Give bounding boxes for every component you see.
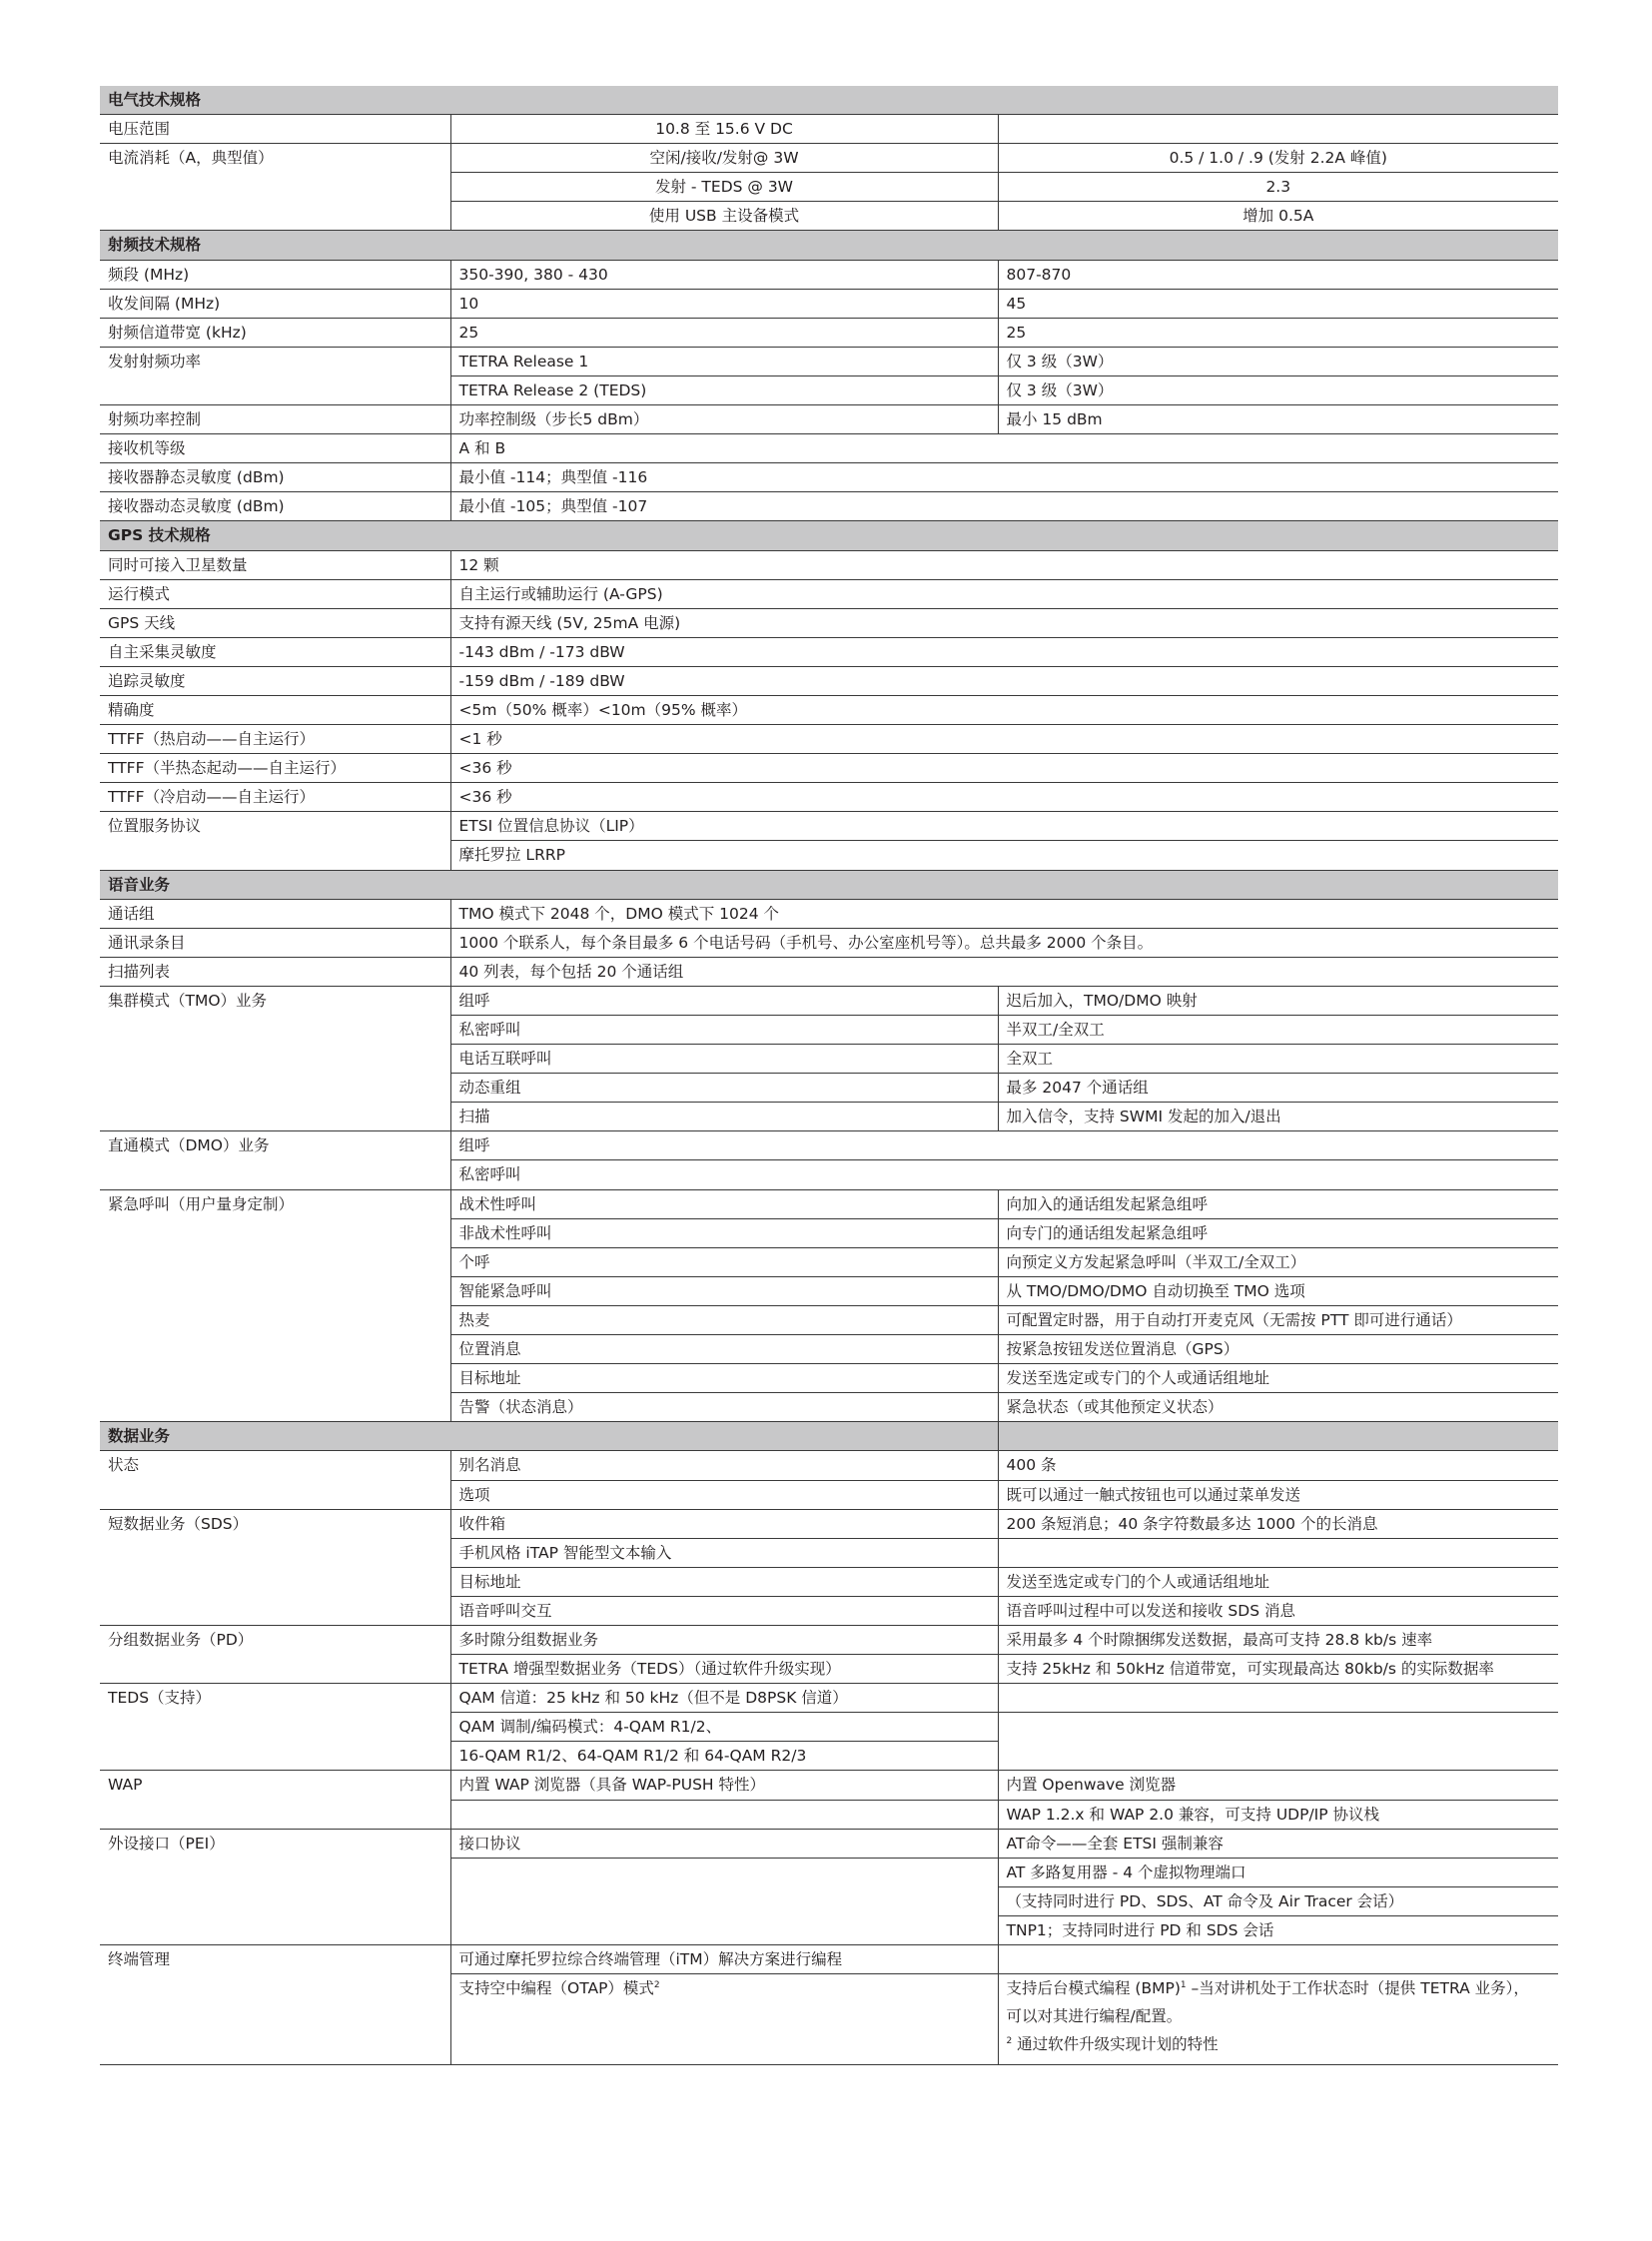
row-value: 目标地址 xyxy=(450,1364,998,1393)
spec-sheet xyxy=(100,86,1558,2065)
table-row xyxy=(100,637,1558,666)
table-row xyxy=(100,1684,1558,1713)
row-value: 自主运行或辅助运行 (A-GPS) xyxy=(450,579,1558,608)
row-value: 别名消息 xyxy=(450,1451,998,1480)
section-header xyxy=(100,1422,1558,1451)
row-value: 热麦 xyxy=(450,1305,998,1334)
table-row xyxy=(100,725,1558,754)
row-label: 发射射频功率 xyxy=(108,352,202,371)
row-label: 紧急呼叫（用户量身定制） xyxy=(108,1194,295,1213)
table-row xyxy=(100,579,1558,608)
footnote-marker: 1 xyxy=(1180,1980,1187,1991)
row-value xyxy=(450,1858,998,1886)
table-row xyxy=(100,1596,1558,1625)
row-label: TTFF（半热态起动——自主运行） xyxy=(100,754,450,783)
row-label xyxy=(100,1596,450,1625)
row-label xyxy=(100,1335,450,1364)
row-detail: 向专门的通话组发起紧急组呼 xyxy=(998,1218,1558,1247)
bmp-text-line2: 可以对其进行编程/配置。 xyxy=(1006,2007,1183,2026)
row-label: 状态 xyxy=(108,1456,140,1475)
row-label: 追踪灵敏度 xyxy=(100,666,450,695)
row-label xyxy=(100,1858,450,1886)
row-value: 收件箱 xyxy=(450,1509,998,1538)
row-detail: 按紧急按钮发送位置消息（GPS） xyxy=(998,1335,1558,1364)
row-label xyxy=(100,1364,450,1393)
row-label: 直通模式（DMO）业务 xyxy=(108,1136,270,1155)
row-detail: AT 多路复用器 - 4 个虚拟物理端口 xyxy=(998,1858,1558,1886)
row-value: 12 颗 xyxy=(450,550,1558,579)
row-detail xyxy=(998,1538,1558,1567)
row-value xyxy=(450,1974,998,2065)
table-row xyxy=(100,1276,1558,1305)
table-row xyxy=(100,463,1558,492)
row-value: A 和 B xyxy=(450,434,1558,463)
table-row xyxy=(100,608,1558,637)
table-row xyxy=(100,1045,1558,1074)
row-detail: TNP1；支持同时进行 PD 和 SDS 会话 xyxy=(998,1915,1558,1944)
row-value xyxy=(450,1915,998,1944)
table-row xyxy=(100,1131,1558,1160)
row-detail: 向加入的通话组发起紧急组呼 xyxy=(998,1189,1558,1218)
row-label xyxy=(100,1305,450,1334)
bmp-text-rest: –当对讲机处于工作状态时（提供 TETRA 业务）， xyxy=(1186,1979,1529,1998)
row-label: 短数据业务（SDS） xyxy=(108,1514,249,1533)
row-label xyxy=(100,1886,450,1915)
spec-table xyxy=(100,86,1558,2065)
row-detail: 807-870 xyxy=(998,260,1558,289)
row-detail xyxy=(998,1742,1558,1771)
otap-text: 支持空中编程（OTAP）模式 xyxy=(458,1979,654,1998)
row-detail: 2.3 xyxy=(998,173,1558,202)
row-label: TTFF（冷启动——自主运行） xyxy=(100,783,450,812)
row-detail: 采用最多 4 个时隙捆绑发送数据，最高可支持 28.8 kb/s 速率 xyxy=(998,1625,1558,1654)
table-row xyxy=(100,115,1558,144)
row-value: 目标地址 xyxy=(450,1567,998,1596)
row-value: 选项 xyxy=(450,1480,998,1509)
row-label: 接收器动态灵敏度 (dBm) xyxy=(100,492,450,521)
row-value xyxy=(450,1886,998,1915)
row-label xyxy=(100,173,450,202)
row-label xyxy=(100,1800,450,1829)
table-row xyxy=(100,260,1558,289)
row-value: 10 xyxy=(450,289,998,318)
table-row xyxy=(100,695,1558,724)
row-value: 内置 WAP 浏览器（具备 WAP-PUSH 特性） xyxy=(450,1771,998,1800)
bmp-text: 支持后台模式编程 (BMP) xyxy=(1006,1979,1181,1998)
table-row xyxy=(100,1509,1558,1538)
row-label xyxy=(100,1074,450,1103)
row-value: 350-390, 380 - 430 xyxy=(450,260,998,289)
row-label: 外设接口（PEI） xyxy=(108,1834,225,1853)
row-value: 私密呼叫 xyxy=(450,1016,998,1045)
row-label: 扫描列表 xyxy=(100,957,450,986)
row-detail: 既可以通过一触式按钮也可以通过菜单发送 xyxy=(998,1480,1558,1509)
row-label: 终端管理 xyxy=(108,1950,171,1968)
row-value: 10.8 至 15.6 V DC xyxy=(450,115,998,144)
row-value: <1 秒 xyxy=(450,725,1558,754)
row-detail: 从 TMO/DMO/DMO 自动切换至 TMO 选项 xyxy=(998,1276,1558,1305)
row-value: 个呼 xyxy=(450,1247,998,1276)
table-row xyxy=(100,1480,1558,1509)
row-label: 射频功率控制 xyxy=(100,405,450,434)
row-value: <5m（50% 概率）<10m（95% 概率） xyxy=(450,695,1558,724)
row-value: 告警（状态消息） xyxy=(450,1393,998,1422)
table-row xyxy=(100,986,1558,1015)
table-row xyxy=(100,1364,1558,1393)
row-label xyxy=(100,1538,450,1567)
section-header xyxy=(100,86,1558,115)
row-value: 战术性呼叫 xyxy=(450,1189,998,1218)
row-label xyxy=(100,1016,450,1045)
row-value: 智能紧急呼叫 xyxy=(450,1276,998,1305)
table-row xyxy=(100,1974,1558,2065)
table-row xyxy=(100,1305,1558,1334)
row-detail: AT命令——全套 ETSI 强制兼容 xyxy=(998,1829,1558,1858)
footnote-marker: 2 xyxy=(1006,2036,1013,2047)
section-header xyxy=(100,521,1558,550)
row-value: 支持有源天线 (5V, 25mA 电源) xyxy=(450,608,1558,637)
section-title: 语音业务 xyxy=(100,870,1558,899)
row-detail: 半双工/全双工 xyxy=(998,1016,1558,1045)
row-value: 摩托罗拉 LRRP xyxy=(450,841,1558,870)
row-label: 频段 (MHz) xyxy=(100,260,450,289)
section-title: 射频技术规格 xyxy=(100,231,1558,260)
row-value: 手机风格 iTAP 智能型文本输入 xyxy=(450,1538,998,1567)
row-value: 位置消息 xyxy=(450,1335,998,1364)
row-detail: 可配置定时器，用于自动打开麦克风（无需按 PTT 即可进行通话） xyxy=(998,1305,1558,1334)
row-label: 运行模式 xyxy=(100,579,450,608)
row-detail: 语音呼叫过程中可以发送和接收 SDS 消息 xyxy=(998,1596,1558,1625)
row-label xyxy=(100,1655,450,1684)
table-row xyxy=(100,1829,1558,1858)
row-detail: 200 条短消息；40 条字符数最多达 1000 个的长消息 xyxy=(998,1509,1558,1538)
table-row xyxy=(100,1247,1558,1276)
table-row xyxy=(100,1451,1558,1480)
row-value: -143 dBm / -173 dBW xyxy=(450,637,1558,666)
row-label: 精确度 xyxy=(100,695,450,724)
row-detail xyxy=(998,1713,1558,1742)
row-detail: 45 xyxy=(998,289,1558,318)
table-row xyxy=(100,144,1558,173)
table-row xyxy=(100,1538,1558,1567)
table-row xyxy=(100,1625,1558,1654)
row-detail: 支持 25kHz 和 50kHz 信道带宽，可实现最高达 80kb/s 的实际数据率 xyxy=(998,1655,1558,1684)
table-row xyxy=(100,1915,1558,1944)
table-row xyxy=(100,550,1558,579)
row-detail: 最小 15 dBm xyxy=(998,405,1558,434)
row-value: 40 列表，每个包括 20 个通话组 xyxy=(450,957,1558,986)
table-row xyxy=(100,434,1558,463)
row-label: 通话组 xyxy=(100,899,450,928)
row-value: 使用 USB 主设备模式 xyxy=(450,202,998,231)
table-row xyxy=(100,754,1558,783)
row-label: 自主采集灵敏度 xyxy=(100,637,450,666)
row-label xyxy=(100,202,450,231)
row-detail: 紧急状态（或其他预定义状态） xyxy=(998,1393,1558,1422)
section-title: GPS 技术规格 xyxy=(100,521,1558,550)
row-value: <36 秒 xyxy=(450,754,1558,783)
row-value: -159 dBm / -189 dBW xyxy=(450,666,1558,695)
table-row xyxy=(100,173,1558,202)
table-row xyxy=(100,1771,1558,1800)
row-value: TETRA Release 2 (TEDS) xyxy=(450,375,998,404)
row-label xyxy=(100,1480,450,1509)
row-detail: 最多 2047 个通话组 xyxy=(998,1074,1558,1103)
row-detail: 25 xyxy=(998,318,1558,347)
row-value: 扫描 xyxy=(450,1103,998,1131)
row-label: 电压范围 xyxy=(100,115,450,144)
table-row xyxy=(100,318,1558,347)
section-title: 电气技术规格 xyxy=(100,86,1558,115)
row-detail: 迟后加入，TMO/DMO 映射 xyxy=(998,986,1558,1015)
row-label: 射频信道带宽 (kHz) xyxy=(100,318,450,347)
row-label: 接收器静态灵敏度 (dBm) xyxy=(100,463,450,492)
row-label: 集群模式（TMO）业务 xyxy=(108,991,268,1010)
row-label xyxy=(100,1567,450,1596)
row-label xyxy=(100,1393,450,1422)
row-detail: 400 条 xyxy=(998,1451,1558,1480)
row-detail: 发送至选定或专门的个人或通话组地址 xyxy=(998,1567,1558,1596)
row-label: GPS 天线 xyxy=(100,608,450,637)
row-value xyxy=(450,1800,998,1829)
row-label xyxy=(100,841,450,870)
row-value: 多时隙分组数据业务 xyxy=(450,1625,998,1654)
row-value: TETRA 增强型数据业务（TEDS）（通过软件升级实现） xyxy=(450,1655,998,1684)
row-label: WAP xyxy=(108,1776,143,1795)
row-value: <36 秒 xyxy=(450,783,1558,812)
table-row xyxy=(100,375,1558,404)
row-value: QAM 信道：25 kHz 和 50 kHz（但不是 D8PSK 信道） xyxy=(450,1684,998,1713)
row-detail xyxy=(998,115,1558,144)
row-detail: 发送至选定或专门的个人或通话组地址 xyxy=(998,1364,1558,1393)
table-row xyxy=(100,202,1558,231)
table-row xyxy=(100,1160,1558,1189)
row-detail: 内置 Openwave 浏览器 xyxy=(998,1771,1558,1800)
row-detail: WAP 1.2.x 和 WAP 2.0 兼容，可支持 UDP/IP 协议栈 xyxy=(998,1800,1558,1829)
table-row xyxy=(100,666,1558,695)
table-row xyxy=(100,1886,1558,1915)
row-label xyxy=(100,1160,450,1189)
table-row xyxy=(100,405,1558,434)
footnote-text: 通过软件升级实现计划的特性 xyxy=(1012,2035,1219,2054)
table-row xyxy=(100,1858,1558,1886)
row-label xyxy=(100,375,450,404)
row-detail: 全双工 xyxy=(998,1045,1558,1074)
row-detail xyxy=(998,1684,1558,1713)
row-value: 16-QAM R1/2、64-QAM R1/2 和 64-QAM R2/3 xyxy=(450,1742,998,1771)
row-value: 组呼 xyxy=(450,986,998,1015)
row-value: 语音呼叫交互 xyxy=(450,1596,998,1625)
row-value: QAM 调制/编码模式：4-QAM R1/2、 xyxy=(450,1713,998,1742)
row-value: ETSI 位置信息协议（LIP） xyxy=(450,812,1558,841)
row-detail: 仅 3 级（3W） xyxy=(998,347,1558,375)
row-label: 同时可接入卫星数量 xyxy=(100,550,450,579)
table-row xyxy=(100,1742,1558,1771)
row-label xyxy=(100,1713,450,1742)
row-value: 发射 - TEDS @ 3W xyxy=(450,173,998,202)
table-row xyxy=(100,899,1558,928)
table-row xyxy=(100,1655,1558,1684)
table-row xyxy=(100,1016,1558,1045)
row-detail: 加入信令，支持 SWMI 发起的加入/退出 xyxy=(998,1103,1558,1131)
table-row xyxy=(100,1103,1558,1131)
row-value: 最小值 -105；典型值 -107 xyxy=(450,492,1558,521)
row-detail xyxy=(998,1974,1558,2065)
table-row xyxy=(100,1189,1558,1218)
row-detail: （支持同时进行 PD、SDS、AT 命令及 Air Tracer 会话） xyxy=(998,1886,1558,1915)
row-value: 非战术性呼叫 xyxy=(450,1218,998,1247)
row-label xyxy=(100,1045,450,1074)
row-label: 分组数据业务（PD） xyxy=(108,1630,254,1649)
table-row xyxy=(100,1945,1558,1974)
table-row xyxy=(100,1800,1558,1829)
row-detail: 向预定义方发起紧急呼叫（半双工/全双工） xyxy=(998,1247,1558,1276)
row-value: 最小值 -114；典型值 -116 xyxy=(450,463,1558,492)
table-row xyxy=(100,1074,1558,1103)
row-value: 1000 个联系人，每个条目最多 6 个电话号码（手机号、办公室座机号等）。总共最多 2000 个条目。 xyxy=(450,928,1558,957)
table-row xyxy=(100,1218,1558,1247)
row-label xyxy=(100,1218,450,1247)
row-label xyxy=(100,1915,450,1944)
row-label xyxy=(100,1247,450,1276)
row-label: 电流消耗（A，典型值） xyxy=(108,149,274,168)
row-label: 收发间隔 (MHz) xyxy=(100,289,450,318)
row-value: 可通过摩托罗拉综合终端管理（iTM）解决方案进行编程 xyxy=(450,1945,998,1974)
row-value: 动态重组 xyxy=(450,1074,998,1103)
table-row xyxy=(100,347,1558,375)
row-value: 25 xyxy=(450,318,998,347)
row-value: 功率控制级（步长5 dBm） xyxy=(450,405,998,434)
row-label xyxy=(100,1103,450,1131)
section-header xyxy=(100,231,1558,260)
section-header xyxy=(100,870,1558,899)
row-detail xyxy=(998,1945,1558,1974)
table-row xyxy=(100,289,1558,318)
row-value: 私密呼叫 xyxy=(450,1160,1558,1189)
row-label: TTFF（热启动——自主运行） xyxy=(100,725,450,754)
table-row xyxy=(100,1713,1558,1742)
footnote-marker: 2 xyxy=(653,1980,660,1991)
row-label xyxy=(100,1742,450,1771)
row-label: 通讯录条目 xyxy=(100,928,450,957)
row-value: 组呼 xyxy=(450,1131,1558,1160)
row-detail: 仅 3 级（3W） xyxy=(998,375,1558,404)
row-label: 位置服务协议 xyxy=(108,817,202,836)
row-value: TMO 模式下 2048 个，DMO 模式下 1024 个 xyxy=(450,899,1558,928)
row-value: TETRA Release 1 xyxy=(450,347,998,375)
table-row xyxy=(100,812,1558,841)
table-row xyxy=(100,841,1558,870)
table-row xyxy=(100,783,1558,812)
section-fill xyxy=(998,1422,1558,1451)
table-row xyxy=(100,928,1558,957)
row-value: 电话互联呼叫 xyxy=(450,1045,998,1074)
table-row xyxy=(100,957,1558,986)
table-row xyxy=(100,1567,1558,1596)
table-row xyxy=(100,1335,1558,1364)
table-row xyxy=(100,1393,1558,1422)
row-detail: 增加 0.5A xyxy=(998,202,1558,231)
table-row xyxy=(100,492,1558,521)
row-value: 接口协议 xyxy=(450,1829,998,1858)
section-title: 数据业务 xyxy=(100,1422,998,1451)
row-label: TEDS（支持） xyxy=(108,1689,212,1708)
row-value: 空闲/接收/发射@ 3W xyxy=(450,144,998,173)
row-label xyxy=(100,1276,450,1305)
row-label: 接收机等级 xyxy=(100,434,450,463)
row-detail: 0.5 / 1.0 / .9 (发射 2.2A 峰值) xyxy=(998,144,1558,173)
row-label xyxy=(100,1974,450,2065)
